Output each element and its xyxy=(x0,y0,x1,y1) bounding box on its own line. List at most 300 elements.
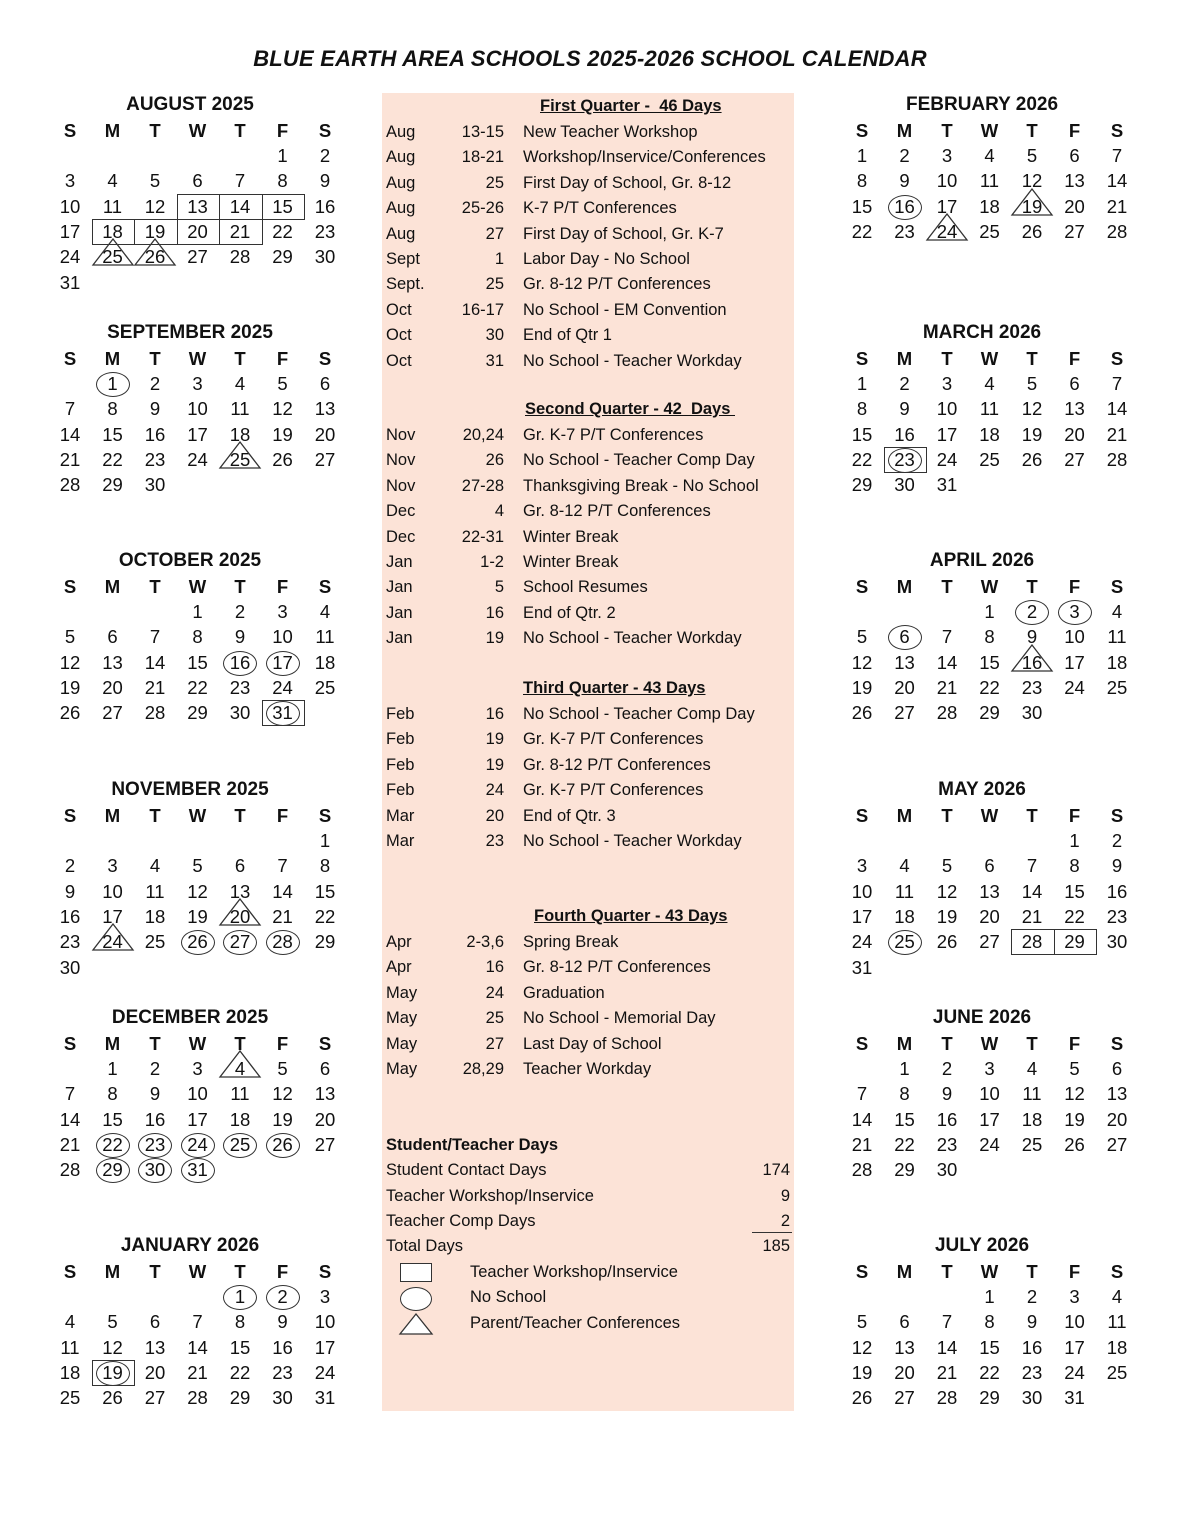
calendar-day: 17 xyxy=(314,1336,336,1358)
box-icon xyxy=(400,1263,432,1282)
summary-label: Student Contact Days xyxy=(386,1161,547,1179)
month-title: MARCH 2026 xyxy=(922,322,1042,343)
calendar-day: 12 xyxy=(851,651,873,673)
calendar-day: 4 xyxy=(319,601,331,622)
calendar-day: 19 xyxy=(59,676,81,698)
event-description: Winter Break xyxy=(523,553,619,571)
calendar-day: 23 xyxy=(272,1361,293,1383)
calendar-day: 13 xyxy=(979,880,1000,902)
event-month: Oct xyxy=(386,326,412,345)
calendar-day: 27 xyxy=(979,931,1000,953)
calendar-day: 14 xyxy=(144,651,166,673)
calendar-day: 1 xyxy=(856,373,868,394)
calendar-day: 20 xyxy=(102,676,123,698)
calendar-title: BLUE EARTH AREA SCHOOLS 2025-2026 SCHOOL CALENDAR xyxy=(253,46,927,71)
calendar-day: 28 xyxy=(59,1159,81,1181)
calendar-day: 12 xyxy=(936,880,958,902)
event-date: 19 xyxy=(485,629,504,648)
event-description: Gr. K-7 P/T Conferences xyxy=(523,426,704,444)
event-description: End of Qtr. 2 xyxy=(523,603,616,622)
calendar-day: 13 xyxy=(229,880,251,902)
event-description: Teacher Workday xyxy=(523,1060,652,1078)
calendar-day: 9 xyxy=(149,1083,161,1105)
calendar-day: 22 xyxy=(1064,905,1085,927)
calendar-day: 14 xyxy=(272,880,293,902)
calendar-day: 13 xyxy=(314,398,336,420)
weekday-label: M xyxy=(104,1033,121,1054)
weekday-label: T xyxy=(941,805,953,826)
calendar-day: 29 xyxy=(272,246,293,268)
calendar-day: 9 xyxy=(941,1083,953,1105)
calendar-day: 23 xyxy=(894,220,915,242)
summary-label: Total Days xyxy=(386,1237,464,1255)
weekday-label: S xyxy=(63,1261,77,1282)
calendar-day: 13 xyxy=(1064,170,1085,192)
summary-value: 174 xyxy=(762,1161,790,1179)
calendar-day: 18 xyxy=(229,1108,251,1130)
weekday-label: T xyxy=(941,1261,953,1282)
event-date: 27-28 xyxy=(461,476,504,495)
weekday-label: T xyxy=(149,348,161,369)
calendar-day: 1 xyxy=(277,145,288,166)
calendar-day: 23 xyxy=(1021,676,1043,698)
calendar-day: 18 xyxy=(1106,651,1128,673)
calendar-day: 23 xyxy=(59,931,81,953)
month-title: JANUARY 2026 xyxy=(120,1235,260,1256)
weekday-label: T xyxy=(1026,805,1038,826)
calendar-day: 26 xyxy=(851,702,873,724)
calendar-day: 7 xyxy=(856,1083,868,1105)
calendar-day: 15 xyxy=(272,195,293,217)
weekday-label: F xyxy=(276,805,289,826)
calendar-day: 3 xyxy=(192,1058,203,1079)
calendar-day: 11 xyxy=(145,880,165,902)
calendar-day: 19 xyxy=(1064,1108,1085,1130)
calendar-day: 6 xyxy=(1111,1058,1123,1079)
weekday-label: S xyxy=(855,1033,869,1054)
summary-row xyxy=(386,1187,790,1206)
weekday-label: T xyxy=(1026,1261,1038,1282)
weekday-label: W xyxy=(188,348,207,369)
calendar-day: 11 xyxy=(230,1083,250,1105)
calendar-day: 17 xyxy=(102,905,123,927)
event-date: 25 xyxy=(485,275,504,294)
month-title: AUGUST 2025 xyxy=(126,94,254,115)
calendar-day: 26 xyxy=(187,931,208,953)
event-date: 26 xyxy=(485,451,504,470)
calendar-day: 28 xyxy=(1106,220,1128,242)
month-calendar xyxy=(842,779,1142,979)
event-date: 16 xyxy=(485,705,504,723)
calendar-day: 11 xyxy=(1107,1311,1127,1333)
calendar-day: 5 xyxy=(1026,373,1038,394)
calendar-day: 3 xyxy=(1069,601,1080,622)
event-description: New Teacher Workshop xyxy=(523,123,698,141)
calendar-day: 6 xyxy=(107,626,118,648)
calendar-day: 30 xyxy=(936,1159,958,1181)
calendar-day: 20 xyxy=(894,1361,915,1383)
event-month: Jan xyxy=(386,603,413,622)
calendar-day: 29 xyxy=(979,702,1000,724)
event-description: Workshop/Inservice/Conferences xyxy=(523,148,766,167)
calendar-day: 17 xyxy=(272,651,293,673)
calendar-day: 21 xyxy=(187,1361,208,1383)
calendar-day: 1 xyxy=(319,830,331,851)
calendar-day: 3 xyxy=(64,170,76,192)
calendar-day: 6 xyxy=(1069,373,1080,394)
weekday-label: F xyxy=(276,120,289,141)
calendar-day: 13 xyxy=(1064,398,1085,420)
summary-label: Teacher Workshop/Inservice xyxy=(386,1187,594,1205)
calendar-day: 7 xyxy=(64,398,76,420)
weekday-label: M xyxy=(104,1261,121,1282)
calendar-day: 9 xyxy=(1026,1311,1038,1333)
weekday-label: M xyxy=(896,576,913,597)
calendar-day: 29 xyxy=(979,1387,1000,1409)
month-title: FEBRUARY 2026 xyxy=(905,94,1059,115)
event-description: End of Qtr 1 xyxy=(523,326,612,345)
weekday-label: T xyxy=(234,348,246,369)
calendar-day: 4 xyxy=(234,373,246,394)
calendar-day: 9 xyxy=(64,880,76,902)
event-month: Jan xyxy=(386,553,413,571)
calendar-day: 28 xyxy=(851,1159,873,1181)
calendar-day: 24 xyxy=(979,1133,1000,1155)
calendar-day: 19 xyxy=(936,905,958,927)
calendar-day: 5 xyxy=(192,855,203,877)
calendar-day: 23 xyxy=(1021,1361,1043,1383)
weekday-label: T xyxy=(1026,120,1038,141)
calendar-day: 15 xyxy=(1064,880,1085,902)
calendar-day: 29 xyxy=(851,474,873,496)
calendar-day: 7 xyxy=(1026,855,1038,877)
calendar-day: 26 xyxy=(1021,220,1043,242)
calendar-day: 21 xyxy=(229,220,251,242)
calendar-day: 29 xyxy=(102,1159,123,1181)
calendar-day: 30 xyxy=(144,1159,166,1181)
calendar-day: 25 xyxy=(229,1133,251,1155)
calendar-day: 22 xyxy=(851,448,873,470)
events-panel xyxy=(382,93,794,1411)
weekday-label: W xyxy=(980,348,999,369)
event-month: Jan xyxy=(386,578,413,597)
calendar-day: 31 xyxy=(272,702,293,724)
calendar-day: 8 xyxy=(234,1311,246,1333)
calendar-day: 10 xyxy=(314,1311,336,1333)
month-title: APRIL 2026 xyxy=(929,550,1035,571)
event-month: Dec xyxy=(386,502,416,521)
calendar-day: 14 xyxy=(1106,170,1128,192)
event-date: 25-26 xyxy=(461,199,504,218)
event-month: Sept. xyxy=(386,275,425,294)
calendar-day: 24 xyxy=(59,246,81,268)
calendar-day: 12 xyxy=(102,1336,123,1358)
event-month: May xyxy=(386,1034,418,1053)
calendar-day: 1 xyxy=(984,1286,995,1307)
calendar-day: 13 xyxy=(314,1083,336,1105)
calendar-day: 14 xyxy=(1106,398,1128,420)
calendar-day: 25 xyxy=(144,931,166,953)
event-description: Gr. 8-12 P/T Conferences xyxy=(523,502,711,521)
calendar-day: 12 xyxy=(1021,398,1043,420)
calendar-day: 22 xyxy=(102,1133,123,1155)
event-month: Sept xyxy=(386,250,420,268)
calendar-day: 14 xyxy=(936,1336,958,1358)
month-calendar xyxy=(842,94,1142,294)
calendar-day: 27 xyxy=(144,1387,166,1409)
calendar-day: 16 xyxy=(272,1336,293,1358)
calendar-day: 7 xyxy=(234,170,246,192)
calendar-day: 5 xyxy=(277,1058,288,1079)
event-description: Winter Break xyxy=(523,527,619,546)
calendar-day: 25 xyxy=(979,220,1000,242)
quarter-heading: Second Quarter - 42 Days xyxy=(525,400,735,418)
weekday-label: T xyxy=(1026,576,1038,597)
calendar-day: 29 xyxy=(1064,931,1085,953)
calendar-day: 9 xyxy=(1111,855,1123,877)
event-description: Spring Break xyxy=(523,933,619,951)
calendar-day: 30 xyxy=(894,474,915,496)
calendar-day: 7 xyxy=(277,855,288,877)
calendar-day: 11 xyxy=(1107,626,1127,648)
calendar-day: 28 xyxy=(1106,448,1128,470)
calendar-day: 2 xyxy=(1026,1286,1038,1307)
event-month: Jan xyxy=(386,629,413,648)
calendar-day: 15 xyxy=(979,651,1000,673)
weekday-label: T xyxy=(149,576,161,597)
calendar-day: 1 xyxy=(192,601,203,622)
calendar-day: 20 xyxy=(1064,195,1085,217)
calendar-day: 20 xyxy=(1106,1108,1128,1130)
calendar-day: 31 xyxy=(936,474,958,496)
weekday-label: W xyxy=(980,576,999,597)
calendar-day: 26 xyxy=(272,448,293,470)
calendar-day: 2 xyxy=(899,145,910,166)
calendar-day: 25 xyxy=(59,1387,81,1409)
calendar-day: 25 xyxy=(229,448,251,470)
event-date: 5 xyxy=(494,578,504,597)
calendar-day: 13 xyxy=(144,1336,166,1358)
calendar-day: 25 xyxy=(894,931,915,953)
calendar-day: 9 xyxy=(899,398,910,420)
calendar-day: 12 xyxy=(187,880,208,902)
calendar-day: 7 xyxy=(1111,373,1123,394)
weekday-label: S xyxy=(855,1261,869,1282)
legend-label: No School xyxy=(470,1288,547,1306)
calendar-day: 18 xyxy=(979,423,1000,445)
calendar-day: 11 xyxy=(979,398,1000,420)
calendar-day: 27 xyxy=(1064,220,1085,242)
calendar-day: 8 xyxy=(856,170,868,192)
event-month: Dec xyxy=(386,527,416,546)
calendar-day: 25 xyxy=(1106,676,1128,698)
event-date: 27 xyxy=(485,1034,504,1053)
calendar-day: 23 xyxy=(144,448,166,470)
calendar-day: 2 xyxy=(941,1058,953,1079)
calendar-day: 6 xyxy=(192,170,203,192)
event-date: 16 xyxy=(485,958,504,977)
calendar-day: 4 xyxy=(984,373,995,394)
calendar-day: 2 xyxy=(1111,830,1123,851)
weekday-label: S xyxy=(318,805,332,826)
calendar-day: 8 xyxy=(984,626,995,648)
calendar-day: 15 xyxy=(979,1336,1000,1358)
calendar-day: 6 xyxy=(1069,145,1080,166)
calendar-day: 3 xyxy=(192,373,203,394)
calendar-day: 29 xyxy=(187,702,208,724)
calendar-day: 4 xyxy=(1026,1058,1038,1079)
weekday-label: S xyxy=(1110,805,1124,826)
weekday-label: F xyxy=(1068,1261,1081,1282)
calendar-day: 25 xyxy=(102,246,123,268)
calendar-day: 20 xyxy=(229,905,251,927)
weekday-label: F xyxy=(276,348,289,369)
calendar-day: 13 xyxy=(894,651,915,673)
calendar-day: 21 xyxy=(1106,195,1128,217)
event-description: No School - Teacher Workday xyxy=(523,351,742,370)
calendar-day: 3 xyxy=(941,373,953,394)
event-month: Feb xyxy=(386,705,415,723)
calendar-day: 5 xyxy=(856,1311,868,1333)
calendar-day: 27 xyxy=(229,931,251,953)
calendar-day: 16 xyxy=(1021,1336,1043,1358)
month-title: JUNE 2026 xyxy=(932,1007,1032,1028)
event-description: No School - Teacher Workday xyxy=(523,629,742,648)
month-title: OCTOBER 2025 xyxy=(118,550,262,571)
weekday-label: T xyxy=(149,1261,161,1282)
calendar-day: 10 xyxy=(102,880,123,902)
calendar-day: 21 xyxy=(272,905,293,927)
event-description: Gr. K-7 P/T Conferences xyxy=(523,730,704,749)
calendar-day: 30 xyxy=(314,246,336,268)
calendar-day: 7 xyxy=(1111,145,1123,166)
event-date: 2-3,6 xyxy=(466,933,504,951)
calendar-day: 20 xyxy=(1064,423,1085,445)
weekday-label: W xyxy=(980,120,999,141)
calendar-day: 28 xyxy=(272,931,293,953)
weekday-label: S xyxy=(855,576,869,597)
month-calendar xyxy=(842,1235,1142,1435)
calendar-day: 19 xyxy=(187,905,208,927)
calendar-day: 23 xyxy=(936,1133,958,1155)
calendar-day: 1 xyxy=(856,145,868,166)
calendar-day: 1 xyxy=(899,1058,910,1079)
calendar-day: 26 xyxy=(1064,1133,1085,1155)
calendar-day: 25 xyxy=(979,448,1000,470)
weekday-label: F xyxy=(1068,1033,1081,1054)
event-date: 20,24 xyxy=(462,426,504,444)
calendar-day: 8 xyxy=(277,170,288,192)
calendar-day: 6 xyxy=(319,1058,331,1079)
weekday-label: T xyxy=(234,805,246,826)
calendar-day: 5 xyxy=(1069,1058,1080,1079)
event-month: May xyxy=(386,1009,418,1028)
calendar-day: 19 xyxy=(1021,423,1043,445)
calendar-day: 24 xyxy=(314,1361,336,1383)
calendar-day: 30 xyxy=(272,1387,293,1409)
calendar-day: 30 xyxy=(59,956,81,978)
calendar-day: 27 xyxy=(314,1133,336,1155)
weekday-label: M xyxy=(104,348,121,369)
calendar-day: 11 xyxy=(60,1336,80,1358)
calendar-day: 23 xyxy=(314,220,336,242)
calendar-day: 26 xyxy=(851,1387,873,1409)
calendar-day: 4 xyxy=(1111,601,1123,622)
calendar-day: 28 xyxy=(229,246,251,268)
weekday-label: T xyxy=(234,1033,246,1054)
calendar-day: 10 xyxy=(187,1083,208,1105)
event-description: Labor Day - No School xyxy=(523,250,690,268)
event-description: Gr. K-7 P/T Conferences xyxy=(523,781,704,800)
calendar-day: 11 xyxy=(230,398,250,420)
weekday-label: F xyxy=(276,1261,289,1282)
weekday-label: S xyxy=(63,348,77,369)
month-calendar xyxy=(842,550,1142,750)
calendar-day: 10 xyxy=(851,880,873,902)
legend-label: Parent/Teacher Conferences xyxy=(470,1314,681,1332)
calendar-day: 27 xyxy=(187,246,208,268)
weekday-label: S xyxy=(63,805,77,826)
calendar-day: 3 xyxy=(941,145,953,166)
event-description: End of Qtr. 3 xyxy=(523,806,616,825)
calendar-day: 11 xyxy=(979,170,1000,192)
calendar-day: 26 xyxy=(144,246,166,268)
calendar-day: 17 xyxy=(851,905,873,927)
event-description: No School - Memorial Day xyxy=(523,1009,716,1028)
calendar-day: 12 xyxy=(272,1083,293,1105)
weekday-label: M xyxy=(896,805,913,826)
calendar-day: 8 xyxy=(899,1083,910,1105)
calendar-day: 26 xyxy=(272,1133,293,1155)
quarter-heading: Third Quarter - 43 Days xyxy=(523,679,706,697)
calendar-day: 12 xyxy=(272,398,293,420)
calendar-day: 3 xyxy=(319,1286,331,1307)
calendar-day: 18 xyxy=(314,651,336,673)
calendar-day: 18 xyxy=(1021,1108,1043,1130)
calendar-day: 23 xyxy=(144,1133,166,1155)
weekday-label: W xyxy=(980,1033,999,1054)
weekday-label: S xyxy=(855,120,869,141)
calendar-day: 15 xyxy=(851,195,873,217)
calendar-day: 25 xyxy=(1106,1361,1128,1383)
event-month: Apr xyxy=(386,958,412,977)
weekday-label: S xyxy=(1110,348,1124,369)
calendar-day: 2 xyxy=(234,601,246,622)
weekday-label: F xyxy=(276,1033,289,1054)
event-date: 16 xyxy=(485,603,504,622)
calendar-day: 27 xyxy=(1106,1133,1128,1155)
event-description: First Day of School, Gr. K-7 xyxy=(523,224,724,243)
calendar-day: 8 xyxy=(319,855,331,877)
event-date: 4 xyxy=(494,502,504,521)
calendar-day: 6 xyxy=(319,373,331,394)
weekday-label: T xyxy=(941,120,953,141)
event-date: 24 xyxy=(485,983,504,1002)
calendar-day: 16 xyxy=(894,195,915,217)
event-month: May xyxy=(386,983,418,1002)
event-month: Feb xyxy=(386,755,415,774)
month-title: NOVEMBER 2025 xyxy=(111,779,269,800)
month-calendar xyxy=(50,550,350,750)
weekday-label: W xyxy=(188,1033,207,1054)
event-month: Feb xyxy=(386,730,415,749)
month-title: JULY 2026 xyxy=(934,1235,1030,1256)
weekday-label: S xyxy=(855,805,869,826)
calendar-day: 31 xyxy=(314,1387,336,1409)
calendar-day: 4 xyxy=(149,855,161,877)
calendar-day: 27 xyxy=(314,448,336,470)
calendar-day: 3 xyxy=(1069,1286,1080,1307)
